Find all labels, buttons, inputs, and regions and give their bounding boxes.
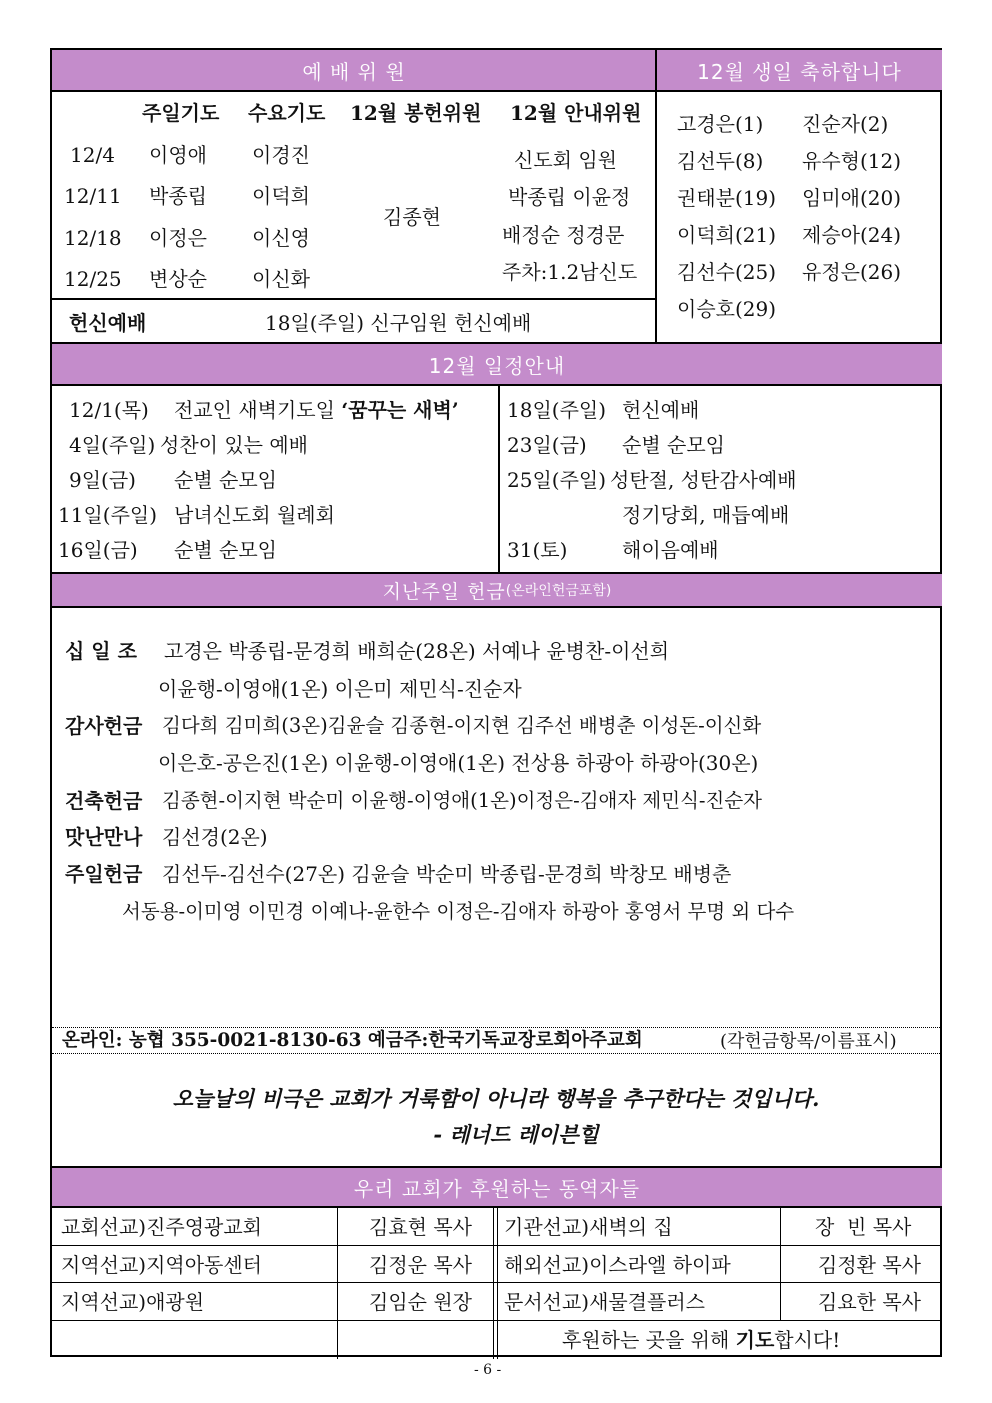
- schedule-left-text: 순별 순모임: [174, 538, 277, 562]
- schedule-right-date: 25일(주일): [507, 468, 607, 492]
- row-date: 12/11: [64, 184, 122, 208]
- row-wed: 이신영: [252, 226, 310, 250]
- mission-row: [52, 1246, 942, 1283]
- row-sunday: 이영애: [149, 143, 207, 167]
- col-offering-committee: 12월 봉헌위원: [350, 101, 482, 125]
- birthday-name: 김선두(8): [677, 149, 764, 173]
- schedule-left-text: 전교인 새벽기도일 ‘꿈꾸는 새벽’: [174, 398, 459, 422]
- mission-row: [52, 1208, 942, 1245]
- usher-line: 배정순 정경문: [502, 223, 625, 247]
- birthday-name: 김선수(25): [677, 260, 777, 284]
- quote-author: - 레너드 레이븐힐: [433, 1122, 599, 1147]
- row-sunday: 박종립: [149, 184, 207, 208]
- row-sunday: 이정은: [149, 226, 207, 250]
- bulletin-page-frame: [50, 48, 942, 1357]
- offering-names: 이은호-공은진(1온) 이윤행-이영애(1온) 전상용 하광아 하광아(30온): [158, 751, 759, 775]
- quote-text: 오늘날의 비극은 교회가 거룩함이 아니라 행복을 추구한다는 것입니다.: [172, 1086, 820, 1111]
- usher-line: 주차:1.2남신도: [502, 260, 638, 284]
- birthday-name: 유정은(26): [802, 260, 902, 284]
- birthday-name: 고경은(1): [677, 112, 764, 136]
- schedule-right-text: 성탄절, 성탄감사예배: [610, 468, 797, 492]
- offering-header: 지난주일 헌금 (온라인헌금포함): [52, 574, 942, 608]
- schedule-left-date: 16일(금): [58, 538, 138, 562]
- mission-org: 교회선교)진주영광교회: [61, 1215, 263, 1239]
- mission-person: 김임순 원장: [369, 1290, 472, 1314]
- schedule-left-date: 12/1(목): [69, 398, 149, 422]
- birthday-header: 12월 생일 축하합니다: [657, 50, 942, 92]
- schedule-right-date: 23일(금): [507, 433, 587, 457]
- schedule-right-date: 18일(주일): [507, 398, 607, 422]
- offering-label: 십 일 조: [65, 639, 137, 663]
- online-account: 온라인: 농협 355-0021-8130-63 예금주:한국기독교장로회아주교회: [62, 1030, 643, 1051]
- col-sunday-prayer: 주일기도: [142, 101, 220, 125]
- usher-line: 신도회 임원: [514, 148, 617, 172]
- mission-person: 김효현 목사: [369, 1215, 472, 1239]
- schedule-header: 12월 일정안내: [52, 344, 942, 386]
- birthday-name: 제승아(24): [802, 223, 902, 247]
- offering-label: 주일헌금: [65, 862, 143, 886]
- schedule-left-text: 순별 순모임: [174, 468, 277, 492]
- mission-org: 문서선교)새물결플러스: [504, 1290, 706, 1314]
- birthday-name: 권태분(19): [677, 186, 777, 210]
- mission-person: 김정운 목사: [369, 1253, 472, 1277]
- offering-names: 김다희 김미희(3온)김윤슬 김종현-이지현 김주선 배병춘 이성돈-이신화: [162, 714, 762, 737]
- offering-names: 김선경(2온): [162, 825, 268, 849]
- dedication-label: 헌신예배: [69, 311, 147, 335]
- row-date: 12/18: [64, 226, 122, 250]
- offering-names: 김선두-김선수(27온) 김윤슬 박순미 박종립-문경희 박창모 배병춘: [162, 862, 732, 886]
- dedication-text: 18일(주일) 신구임원 헌신예배: [265, 311, 532, 335]
- usher-line: 박종립 이윤정: [508, 185, 631, 209]
- mission-closing: 후원하는 곳을 위해 기도합시다!: [562, 1328, 841, 1352]
- offering-names: 김종현-이지현 박순미 이윤행-이영애(1온)이정은-김애자 제민식-진순자: [162, 789, 763, 812]
- mission-org: 지역선교)지역아동센터: [61, 1253, 263, 1277]
- online-note: (각헌금항목/이름표시): [720, 1031, 897, 1052]
- offering-label: 감사헌금: [65, 714, 143, 738]
- birthday-name: 이승호(29): [677, 297, 777, 321]
- row-wed: 이덕희: [252, 184, 310, 208]
- mission-org: 지역선교)애광원: [61, 1290, 205, 1314]
- offering-names: 고경은 박종립-문경희 배희순(28온) 서예나 윤병찬-이선희: [164, 639, 670, 663]
- offering-names: 이윤행-이영애(1온) 이은미 제민식-진순자: [158, 677, 522, 701]
- birthday-name: 임미애(20): [802, 186, 902, 210]
- row-sunday: 변상순: [149, 267, 207, 291]
- mission-row: [52, 1283, 942, 1320]
- mission-org: 기관선교)새벽의 집: [504, 1215, 673, 1239]
- row-date: 12/25: [64, 267, 122, 291]
- schedule-left-date: 9일(금): [69, 468, 136, 492]
- schedule-left-date: 11일(주일): [58, 503, 158, 527]
- schedule-left-text: 남녀신도회 월례회: [174, 503, 335, 527]
- birthday-name: 이덕희(21): [677, 223, 777, 247]
- schedule-left-date: 4일(주일): [69, 433, 156, 457]
- row-wed: 이경진: [252, 143, 310, 167]
- mission-person: 김정환 목사: [818, 1253, 921, 1277]
- offering-names: 서동용-이미영 이민경 이예나-윤한수 이정은-김애자 하광아 홍영서 무명 외 다수: [122, 900, 795, 923]
- offering-member: 김종현: [383, 205, 441, 229]
- col-wed-prayer: 수요기도: [248, 101, 326, 125]
- mission-header: 우리 교회가 후원하는 동역자들: [52, 1168, 942, 1208]
- col-usher-committee: 12월 안내위원: [510, 101, 642, 125]
- mission-person: 김요한 목사: [818, 1290, 921, 1314]
- row-date: 12/4: [70, 143, 115, 167]
- page-number: - 6 -: [474, 1362, 502, 1378]
- offering-label: 맛난만나: [65, 825, 143, 849]
- birthday-name: 진순자(2): [802, 112, 889, 136]
- schedule-right-date: 31(토): [507, 538, 568, 562]
- schedule-right-text: 헌신예배: [622, 398, 700, 422]
- schedule-right-text: 해이음예배: [622, 538, 719, 562]
- schedule-right-text: 정기당회, 매듭예배: [622, 503, 790, 527]
- offering-label: 건축헌금: [65, 789, 143, 813]
- mission-person: 장 빈 목사: [815, 1215, 912, 1239]
- worship-header: 예 배 위 원: [52, 50, 656, 92]
- schedule-right-text: 순별 순모임: [622, 433, 725, 457]
- birthday-name: 유수형(12): [802, 149, 902, 173]
- mission-org: 해외선교)이스라엘 하이파: [504, 1253, 731, 1277]
- schedule-left-text: 성찬이 있는 예배: [160, 433, 308, 457]
- row-wed: 이신화: [252, 267, 310, 291]
